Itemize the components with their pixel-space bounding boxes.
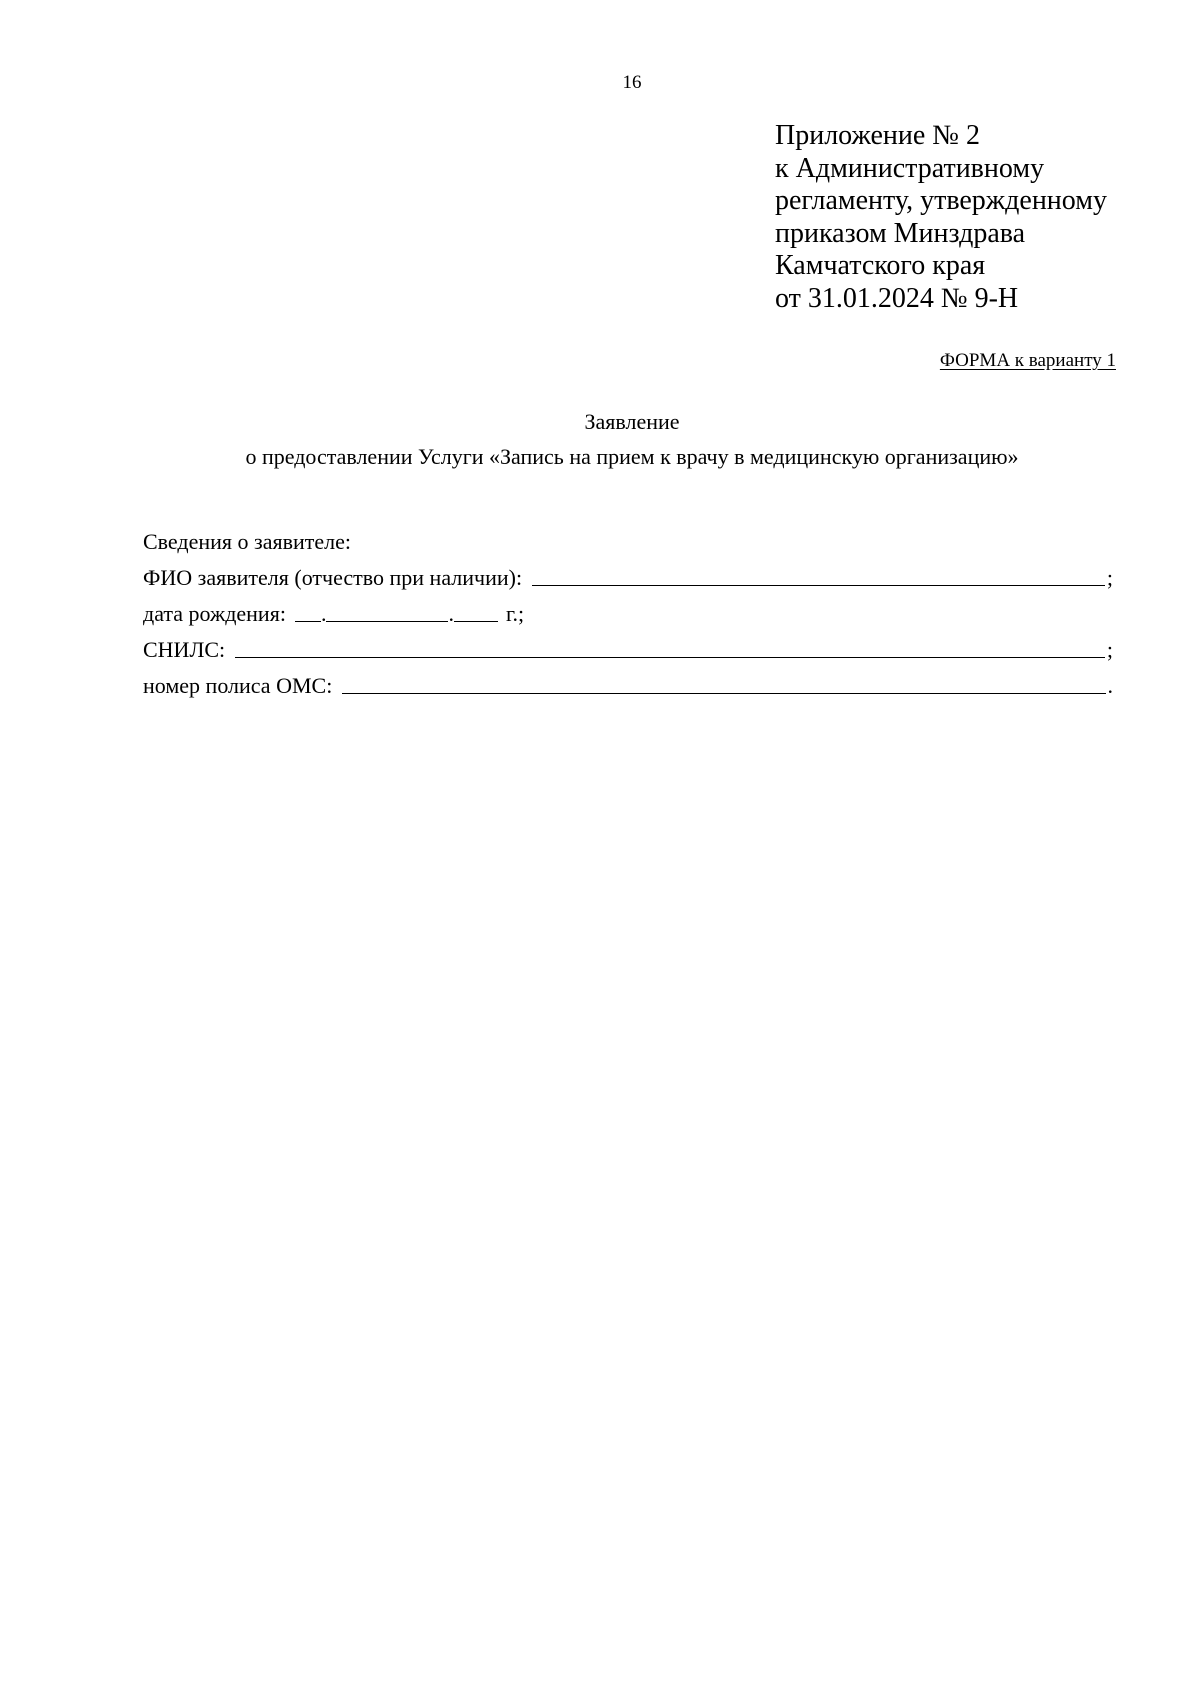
fio-field[interactable] xyxy=(532,563,1105,586)
appendix-line: от 31.01.2024 № 9-Н xyxy=(775,282,1019,314)
page-number: 16 xyxy=(622,72,642,93)
dob-row xyxy=(143,591,1113,627)
oms-label: номер полиса ОМС: xyxy=(143,673,333,698)
oms-field[interactable] xyxy=(342,671,1105,694)
snils-end: ; xyxy=(1106,637,1113,662)
document-subtitle: о предоставлении Услуги «Запись на прием к врачу в медицинскую организацию» xyxy=(245,444,1019,469)
dob-separator: . xyxy=(320,601,327,626)
fio-row xyxy=(143,555,1113,591)
applicant-info-section xyxy=(143,519,1113,699)
dob-suffix: г.; xyxy=(505,601,525,626)
fio-label: ФИО заявителя (отчество при наличии): xyxy=(143,565,523,590)
dob-month-field[interactable] xyxy=(326,601,448,622)
fio-end: ; xyxy=(1106,565,1113,590)
appendix-line: к Административному xyxy=(775,152,1045,184)
appendix-block xyxy=(775,120,1107,315)
applicant-heading-row xyxy=(143,519,1113,555)
document-title: Заявление xyxy=(584,409,680,434)
appendix-line: приказом Минздрава xyxy=(775,217,1026,249)
dob-year-field[interactable] xyxy=(454,601,498,622)
snils-field[interactable] xyxy=(235,635,1105,658)
snils-label: СНИЛС: xyxy=(143,637,226,662)
dob-day-field[interactable] xyxy=(295,601,321,622)
appendix-line: Камчатского края xyxy=(775,250,986,281)
dob-separator: . xyxy=(448,601,454,626)
appendix-line: регламенту, утвержденному xyxy=(775,185,1107,216)
oms-row xyxy=(143,663,1113,699)
oms-end: . xyxy=(1107,673,1113,698)
appendix-line: Приложение № 2 xyxy=(775,120,980,151)
form-variant-label: ФОРМА к варианту 1 xyxy=(939,350,1116,371)
dob-label: дата рождения: xyxy=(143,601,286,626)
applicant-heading: Сведения о заявителе: xyxy=(143,529,352,554)
snils-row xyxy=(143,627,1113,663)
